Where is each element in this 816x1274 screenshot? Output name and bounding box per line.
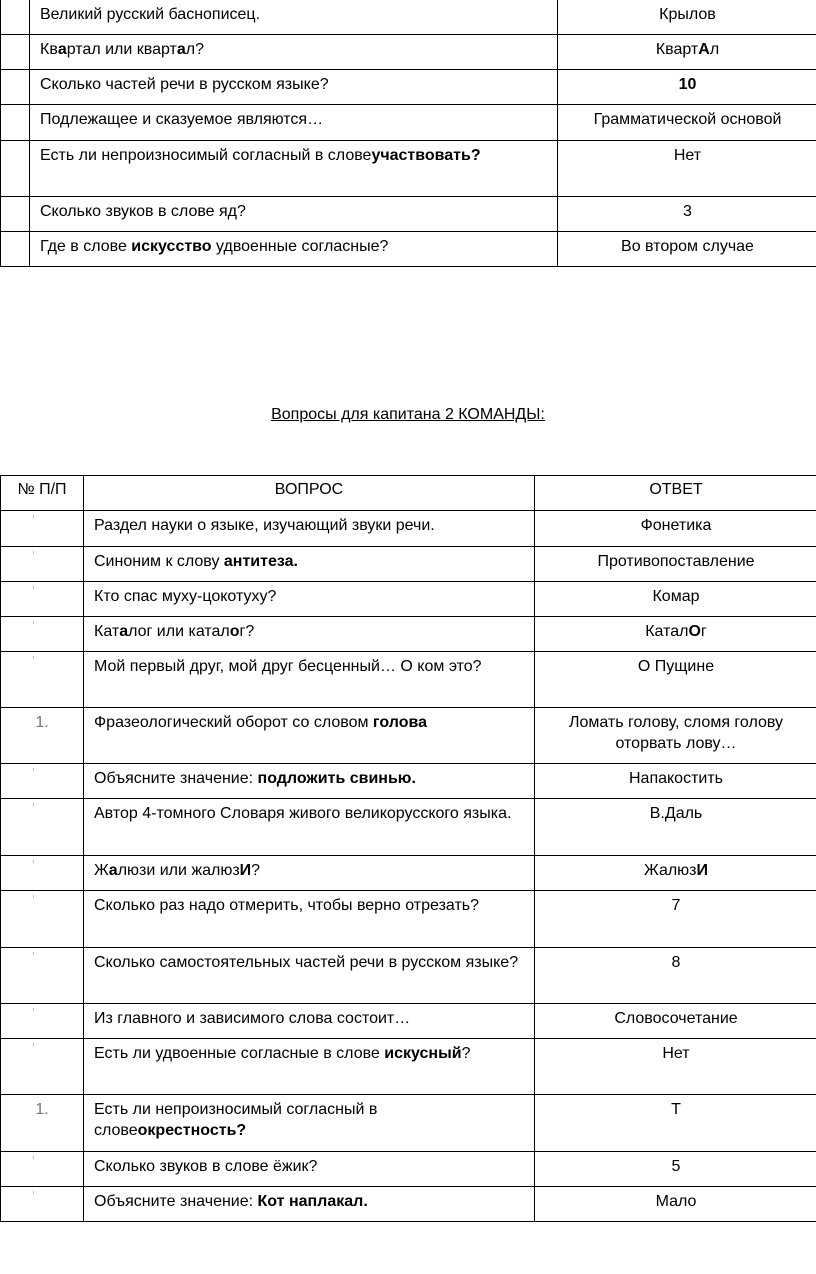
number-cell [1,70,30,105]
text-segment: Великий русский баснописец. [40,6,261,23]
question-cell [30,197,558,232]
list-marker [33,551,34,554]
bold-text: И [239,862,252,879]
text-segment: 5 [671,1158,681,1175]
answer-cell [535,1004,816,1039]
number-cell [1,764,84,799]
list-marker [33,952,34,955]
answer-cell [535,764,816,799]
bold-text: а [108,862,118,879]
table-row [1,1095,816,1152]
table-row [1,891,816,948]
table-row [1,547,816,582]
number-cell [1,856,84,891]
answer-cell [535,1039,816,1095]
text-segment: Автор 4-томного Словаря живого великорусского языка. [94,805,512,822]
text-segment: Грамматической основой [593,111,782,128]
table-row [1,1152,816,1187]
text-segment: Во втором случае [621,238,754,255]
quiz-table-2-body [1,476,816,1222]
question-cell [84,1095,535,1152]
list-marker [33,768,34,771]
number-cell: 1. [1,708,84,764]
question-cell [84,1152,535,1187]
quiz-table-1 [0,0,816,267]
list-marker [33,1191,34,1194]
bold-text: 10 [678,76,697,93]
header-question: ВОПРОС [84,476,535,511]
text-segment: Фразеологический оборот со словом [94,714,373,731]
table-header-row [1,476,816,511]
text-segment: Комар [652,588,700,605]
bold-text: О [688,623,701,640]
bold-text: искусство [131,238,212,255]
text-segment: Объясните значение: [94,770,258,787]
question-cell [84,948,535,1004]
table-row [1,197,816,232]
text-segment: Крылов [659,6,716,23]
answer-cell [535,856,816,891]
question-cell [84,582,535,617]
text-segment: Из главного и зависимого слова состоит… [94,1010,411,1027]
bold-text: искусный [384,1045,462,1062]
answer-cell [535,708,816,764]
number-cell [1,105,30,141]
table-row [1,1004,816,1039]
text-segment: Напакостить [628,770,724,787]
quiz-table-2 [0,475,816,1222]
text-segment: Ломать голову, сломя голову оторвать лову… [568,714,784,752]
question-cell [30,0,558,35]
list-marker [33,895,34,898]
number-cell [1,948,84,1004]
number-cell [1,35,30,70]
answer-cell [558,197,816,232]
answer-cell [535,511,816,547]
bold-text: окрестность? [137,1122,247,1139]
question-cell [84,1187,535,1222]
answer-cell [535,547,816,582]
list-marker [33,1008,34,1011]
answer-cell [535,1187,816,1222]
text-segment: Противопоставление [597,553,755,570]
question-cell [84,891,535,948]
text-segment: Раздел науки о языке, изучающий звуки речи. [94,517,435,534]
table-row [1,511,816,547]
text-segment: Кв [40,41,58,58]
table-row [1,105,816,141]
question-cell [84,799,535,856]
text-segment: Нет [673,147,702,164]
text-segment: л? [185,41,204,58]
text-segment: 3 [683,203,692,220]
number-cell [1,547,84,582]
answer-cell [535,1152,816,1187]
text-segment: Сколько звуков в слове ёжик? [94,1158,318,1175]
answer-cell [535,582,816,617]
number-cell [1,197,30,232]
table-row [1,617,816,652]
table-row [1,708,816,764]
table-row [1,652,816,708]
answer-cell [558,35,816,70]
list-marker [33,803,34,806]
text-segment: 8 [671,954,681,971]
question-cell [84,652,535,708]
text-segment: Есть ли удвоенные согласные в слове [94,1045,385,1062]
list-marker [33,656,34,659]
list-marker [33,515,34,518]
question-cell [84,1004,535,1039]
text-segment: Мой первый друг, мой друг бесценный… О ком это? [94,658,482,675]
bold-text: о [229,623,240,640]
question-cell [30,232,558,267]
text-segment: ? [461,1045,471,1062]
table-row [1,35,816,70]
answer-cell [535,799,816,856]
text-segment: Синоним к слову [94,553,224,570]
list-marker [33,586,34,589]
bold-text: Кот наплакал. [257,1193,368,1210]
bold-text: антитеза. [223,553,298,570]
quiz-table-1-body [1,0,816,267]
text-segment: Кат [94,623,120,640]
bold-text: участвовать? [371,147,481,164]
answer-cell [558,70,816,105]
bold-text: а [176,41,186,58]
number-cell [1,1039,84,1095]
text-segment: О Пущине [637,658,715,675]
answer-cell [558,0,816,35]
answer-cell [535,652,816,708]
text-segment: г [700,623,707,640]
table-row [1,70,816,105]
header-answer: ОТВЕТ [535,476,816,511]
number-cell [1,891,84,948]
table-row [1,764,816,799]
question-cell [30,35,558,70]
question-cell [30,70,558,105]
text-segment: Фонетика [640,517,712,534]
answer-cell [535,1095,816,1152]
number-cell: 1. [1,1095,84,1152]
text-segment: Кто спас муху-цокотуху? [94,588,277,605]
text-segment: Объясните значение: [94,1193,258,1210]
number-cell [1,652,84,708]
number-cell [1,617,84,652]
number-cell [1,1152,84,1187]
number-cell [1,1187,84,1222]
list-marker [33,1156,34,1159]
answer-cell [535,891,816,948]
table-row [1,232,816,267]
text-segment: Мало [655,1193,697,1210]
table-row [1,141,816,197]
text-segment: В.Даль [649,805,703,822]
question-cell [84,547,535,582]
text-segment: Сколько самостоятельных частей речи в русском языке? [94,954,519,971]
table-row [1,0,816,35]
answer-cell [535,948,816,1004]
list-marker [33,621,34,624]
table-row [1,1039,816,1095]
text-segment: Словосочетание [614,1010,738,1027]
text-segment: Сколько раз надо отмерить, чтобы верно отрезать? [94,897,480,914]
bold-text: И [696,862,709,879]
text-segment: Катал [645,623,689,640]
text-segment: Сколько частей речи в русском языке? [40,76,329,93]
bold-text: подложить свинью. [257,770,416,787]
answer-cell [558,105,816,141]
answer-cell [535,617,816,652]
table-row [1,799,816,856]
table-row [1,856,816,891]
list-marker [33,860,34,863]
text-segment: Ж [94,862,109,879]
question-cell [30,141,558,197]
question-cell [84,764,535,799]
table-row [1,948,816,1004]
text-segment: Есть ли непроизносимый согласный в слове [40,147,372,164]
text-segment: люзи или жалюз [117,862,240,879]
bold-text: а [57,41,67,58]
text-segment: г? [239,623,255,640]
text-segment: ртал или кварт [66,41,177,58]
text-segment: удвоенные согласные? [211,238,389,255]
header-number: № П/П [1,476,84,511]
text-segment: 7 [671,897,681,914]
text-segment: Подлежащее и сказуемое являются… [40,111,324,128]
number-cell [1,0,30,35]
text-segment: Нет [662,1045,690,1062]
text-segment: Сколько звуков в слове яд? [40,203,246,220]
question-cell [84,856,535,891]
section-title: Вопросы для капитана 2 КОМАНДЫ: [271,406,545,423]
bold-text: голова [372,714,427,731]
list-marker [33,1043,34,1046]
number-cell [1,1004,84,1039]
bold-text: а [119,623,129,640]
question-cell [84,708,535,764]
number-cell [1,582,84,617]
number-cell [1,232,30,267]
text-segment: л [709,41,720,58]
text-segment: Кварт [655,41,699,58]
question-cell [84,1039,535,1095]
text-segment: Есть ли непроизносимый согласный в слове [94,1101,378,1139]
text-segment: Жалюз [643,862,697,879]
number-cell [1,799,84,856]
number-cell [1,141,30,197]
text-segment: Где в слове [40,238,132,255]
answer-cell [558,141,816,197]
text-segment: Т [671,1101,681,1118]
question-cell [84,511,535,547]
question-cell [30,105,558,141]
bold-text: А [698,41,710,58]
number-cell [1,511,84,547]
table-row [1,582,816,617]
text-segment: ? [251,862,261,879]
text-segment: лог или катал [128,623,230,640]
answer-cell [558,232,816,267]
question-cell [84,617,535,652]
table-row [1,1187,816,1222]
